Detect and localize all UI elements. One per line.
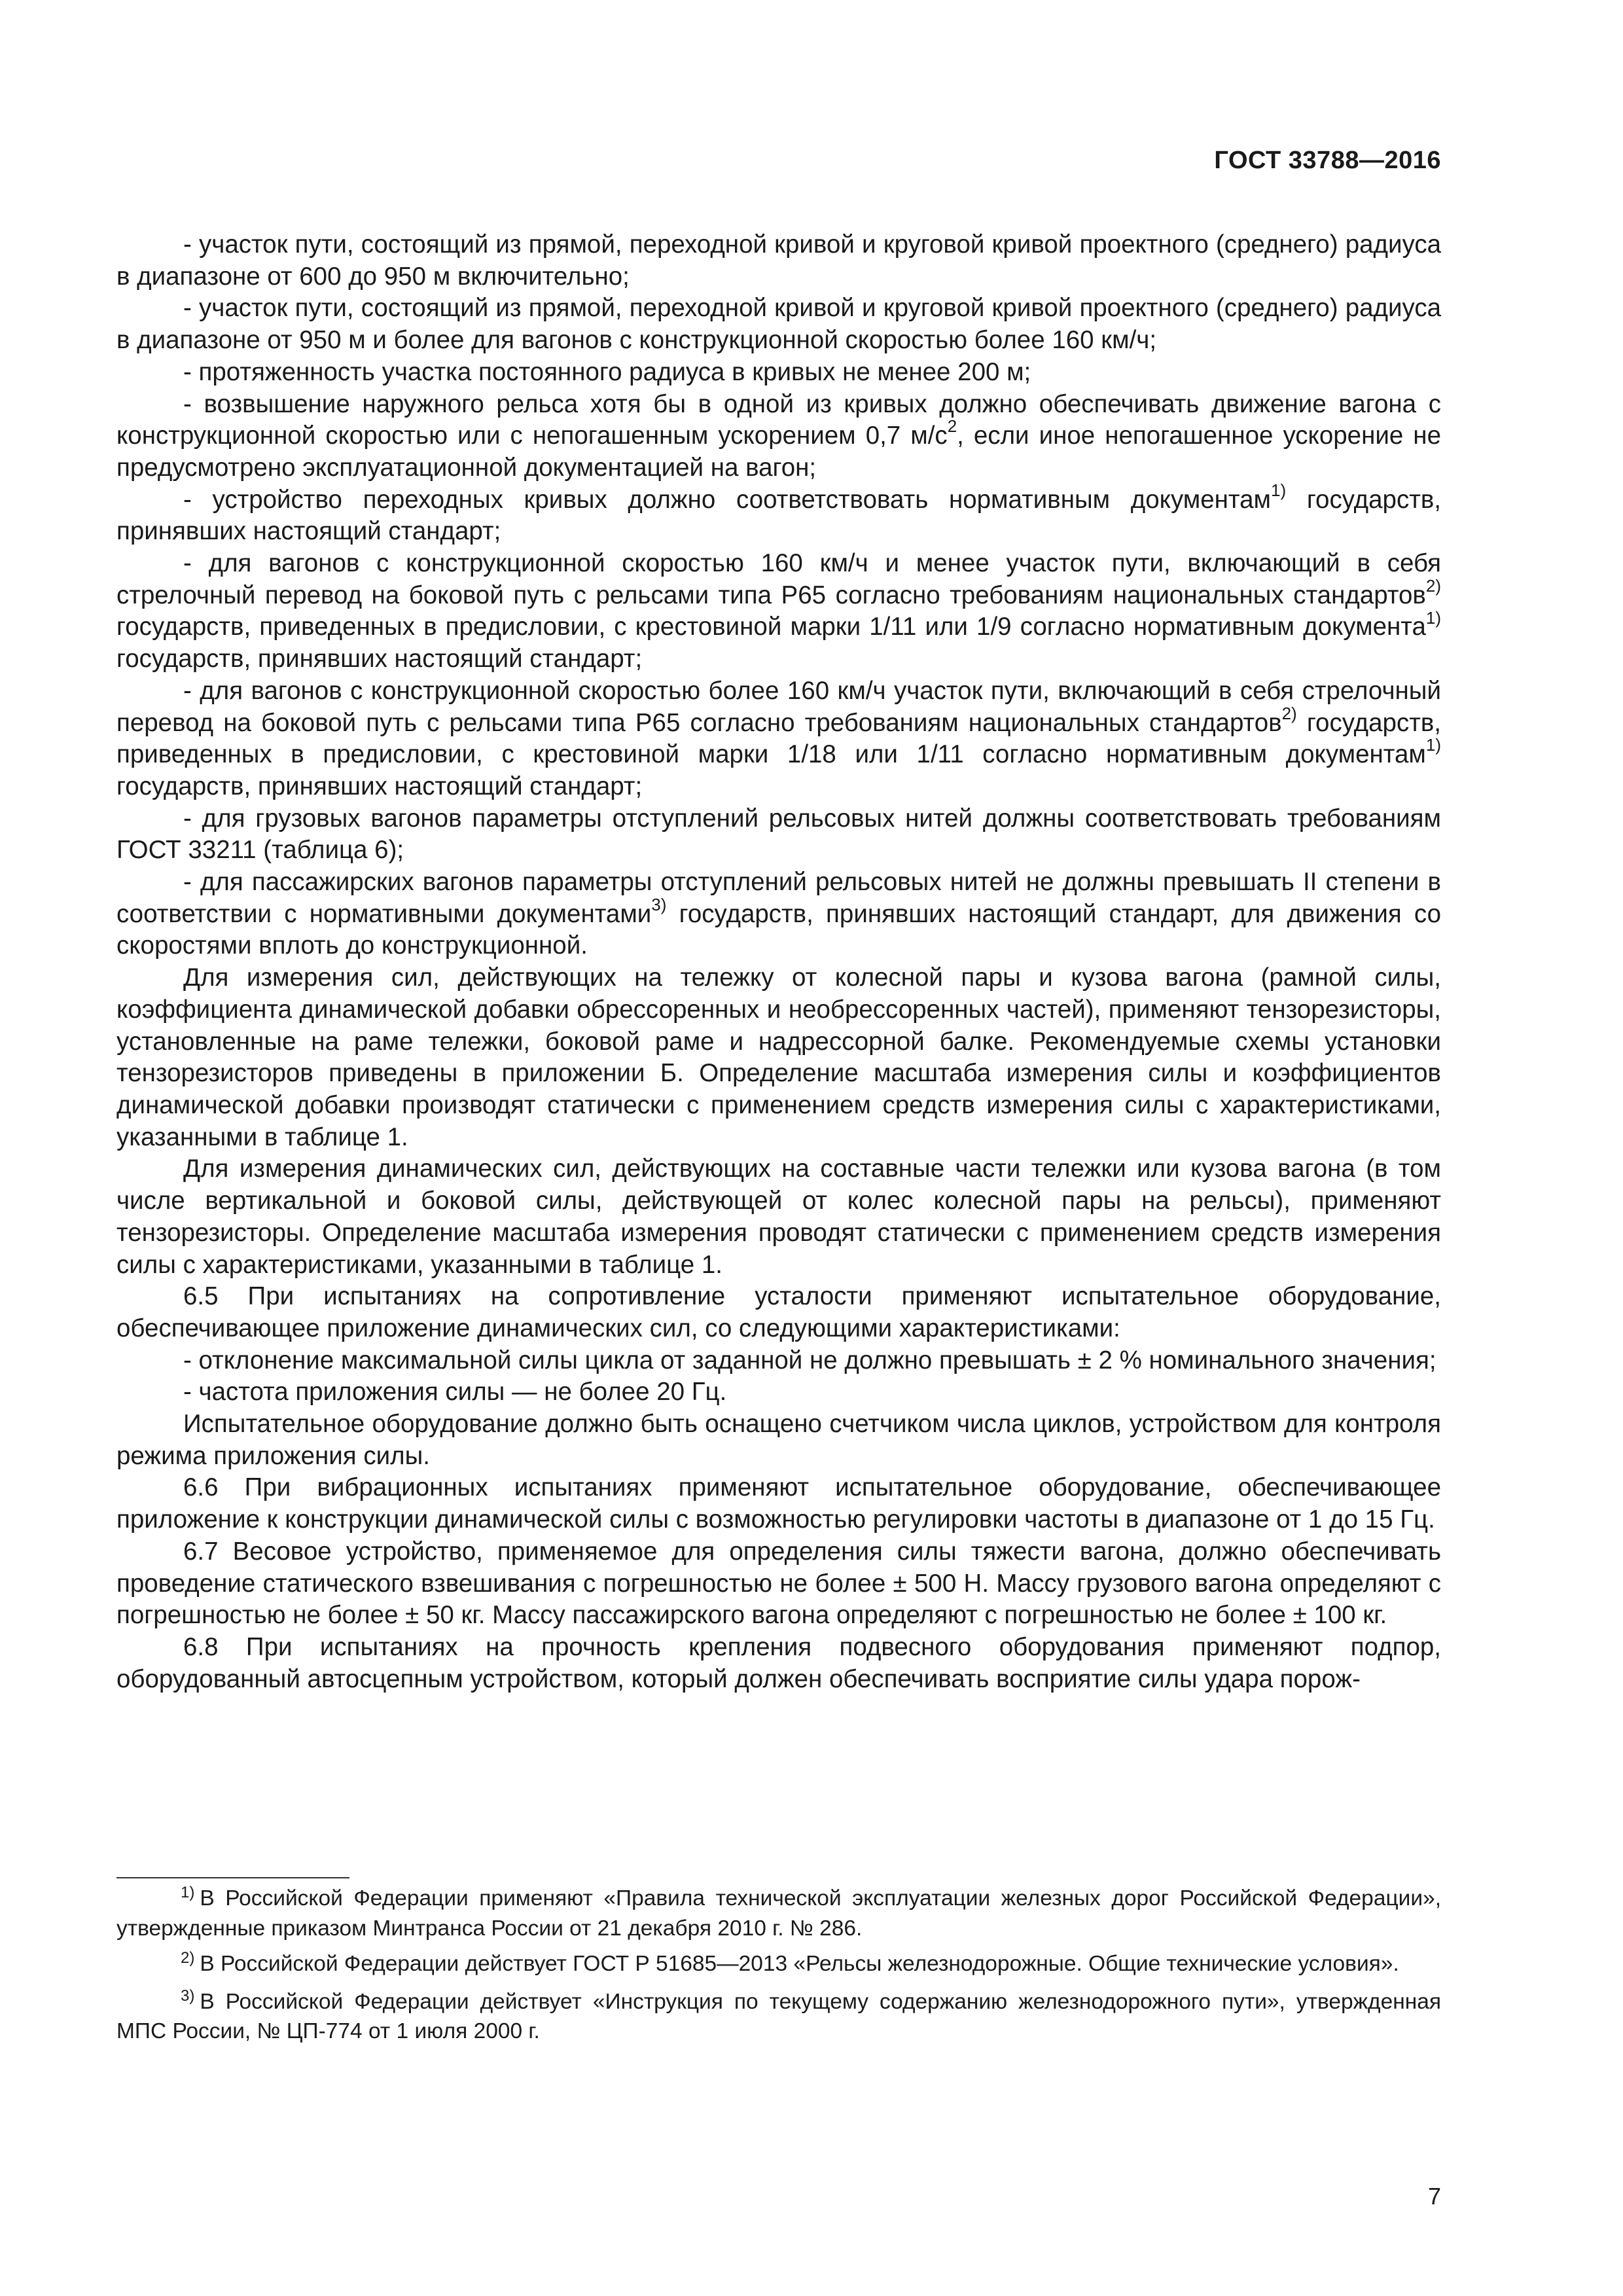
footnote-ref: 2) — [1281, 703, 1297, 723]
list-item-straight-transition-curve-600-950: - участок пути, состоящий из прямой, переходной кривой и круговой кривой проектного (среднего) радиуса в диапазоне от 600 до 950 м включительно; — [116, 230, 1441, 291]
page-number: 7 — [1427, 2183, 1441, 2210]
list-item-straight-transition-curve-950-plus: - участок пути, состоящий из прямой, переходной кривой и круговой кривой проектного (среднего) радиуса в диапазоне от 950 м и более для вагонов с конструкционной скоростью более 160 км/ч; — [116, 294, 1441, 355]
paragraph-6-5-fatigue-tests: 6.5 При испытаниях на сопротивление усталости применяют испытательное оборудование, обеспечивающее приложение динамических сил, со следующими характеристиками: — [116, 1282, 1441, 1342]
footnote-marker: 2) — [181, 1949, 195, 1967]
list-item-switch-160-and-less: - для вагонов с конструкционной скоростью 160 км/ч и менее участок пути, включающий в себя стрелочный перевод на боковой путь с рельсами типа Р65 согласно требованиям национальных стандартов$^{2)}$ государств, приведенных в предисловии, с крестовиной марки 1/11 или 1/9 согласно нормативным документа$^{1)}$ государств, принявших настоящий стандарт; — [116, 549, 1441, 673]
list-item-outer-rail-elevation: - возвышение наружного рельса хотя бы в одной из кривых должно обеспечивать движение вагона с конструкционной скоростью или с непогашенным ускорением 0,7 $м/с^2$, если иное непогашенное ускорение не предусмотрено эксплуатационной документацией на вагон; — [116, 389, 1441, 482]
document-id: ГОСТ 33788—2016 — [1214, 147, 1441, 174]
footnote-1: $^{1)}$ В Российской Федерации применяют «Правила технической эксплуатации железных дорог Российской Федерации», утвержденные приказом Минтранса России от 21 декабря 2010 г. № 286. — [116, 1884, 1441, 1941]
document-header — [116, 147, 1441, 175]
list-item-freight-wagons: - для грузовых вагонов параметры отступлений рельсовых нитей должны соответствовать требованиям ГОСТ 33211 (таблица 6); — [116, 804, 1441, 865]
list-item-switch-over-160: - для вагонов с конструкционной скоростью более 160 км/ч участок пути, включающий в себя стрелочный перевод на боковой путь с рельсами типа Р65 согласно требованиям национальных стандартов$^{2)}$ государств, приведенных в предисловии, с крестовиной марки 1/18 или 1/11 согласно нормативным документам$^{1)}$ государств, принявших настоящий стандарт; — [116, 676, 1441, 800]
paragraph-dynamic-force-measurement: Для измерения динамических сил, действующих на составные части тележки или кузова вагона (в том числе вертикальной и боковой силы, действующей от колес колесной пары на рельсы), применяют тензорезисторы. Определение масштаба измерения проводят статически с применением средств измерения силы с характеристиками, указанными в таблице 1. — [116, 1155, 1441, 1279]
list-item-transition-curves: - устройство переходных кривых должно соответствовать нормативным документам$^{1)}$ государств, принявших настоящий стандарт; — [116, 480, 1441, 546]
paragraph-cycle-counter: Испытательное оборудование должно быть оснащено счетчиком числа циклов, устройством для контроля режима приложения силы. — [116, 1410, 1441, 1470]
footnote-2: $^{2)}$ В Российской Федерации действует ГОСТ Р 51685—2013 «Рельсы железнодорожные. Общие технические условия». — [181, 1949, 1399, 1976]
footnotes — [116, 1885, 1441, 2054]
paragraph-6-8-suspended-equipment: 6.8 При испытаниях на прочность крепления подвесного оборудования применяют подпор, оборудованный автосцепным устройством, который должен обеспечивать восприятие силы удара порож- — [116, 1632, 1441, 1693]
footnote-divider — [116, 1877, 349, 1878]
footnote-ref: 1) — [1425, 607, 1441, 628]
paragraph-bogie-force-measurement: Для измерения сил, действующих на тележку от колесной пары и кузова вагона (рамной силы, коэффициента динамической добавки обрессоренных и необрессоренных частей), применяют тензорезисторы, установленные на раме тележки, боковой раме и надрессорной балке. Рекомендуемые схемы установки тензорезисторов приведены в приложении Б. Определение масштаба измерения силы и коэффициентов динамической добавки производят статически с применением средств измерения силы с характеристиками, указанными в таблице 1. — [116, 963, 1441, 1151]
list-item-max-force-deviation: - отклонение максимальной силы цикла от заданной не должно превышать ± 2 % номинального значения; — [183, 1346, 1436, 1374]
footnote-marker: 1) — [181, 1884, 195, 1901]
paragraph-6-7-weighing-device: 6.7 Весовое устройство, применяемое для определения силы тяжести вагона, должно обеспечивать проведение статического взвешивания с погрешностью не более ± 500 Н. Массу грузового вагона определяют с погрешностью не более ± 50 кг. Массу пассажирского вагона определяют с погрешностью не более ± 100 кг. — [116, 1537, 1441, 1630]
footnote-ref: 1) — [1271, 480, 1287, 500]
superscript: 2 — [947, 416, 957, 437]
list-item-passenger-wagons: - для пассажирских вагонов параметры отступлений рельсовых нитей не должны превышать II степени в соответствии с нормативными документами$^{3)}$ государств, принявших настоящий стандарт, для движения со скоростями вплоть до конструкционной. — [116, 868, 1442, 960]
footnote-ref: 2) — [1425, 575, 1441, 596]
list-item-force-frequency: - частота приложения силы — не более 20 Гц. — [183, 1378, 727, 1407]
paragraph-6-6-vibration-tests: 6.6 При вибрационных испытаниях применяют испытательное оборудование, обеспечивающее приложение к конструкции динамической силы с возможностью регулировки частоты в диапазоне от 1 до 15 Гц. — [116, 1473, 1441, 1534]
footnote-marker: 3) — [181, 1986, 195, 2005]
footnote-3: $^{3)}$ В Российской Федерации действует «Инструкция по текущему содержанию железнодорожного пути», утвержденная МПС России, № ЦП-774 от 1 июля 2000 г. — [116, 1986, 1441, 2043]
footnote-ref: 1) — [1425, 735, 1441, 755]
footnote-ref: 3) — [651, 894, 667, 914]
document-body — [116, 229, 1441, 1695]
list-item-constant-radius-length: - протяженность участка постоянного радиуса в кривых не менее 200 м; — [183, 357, 1031, 386]
